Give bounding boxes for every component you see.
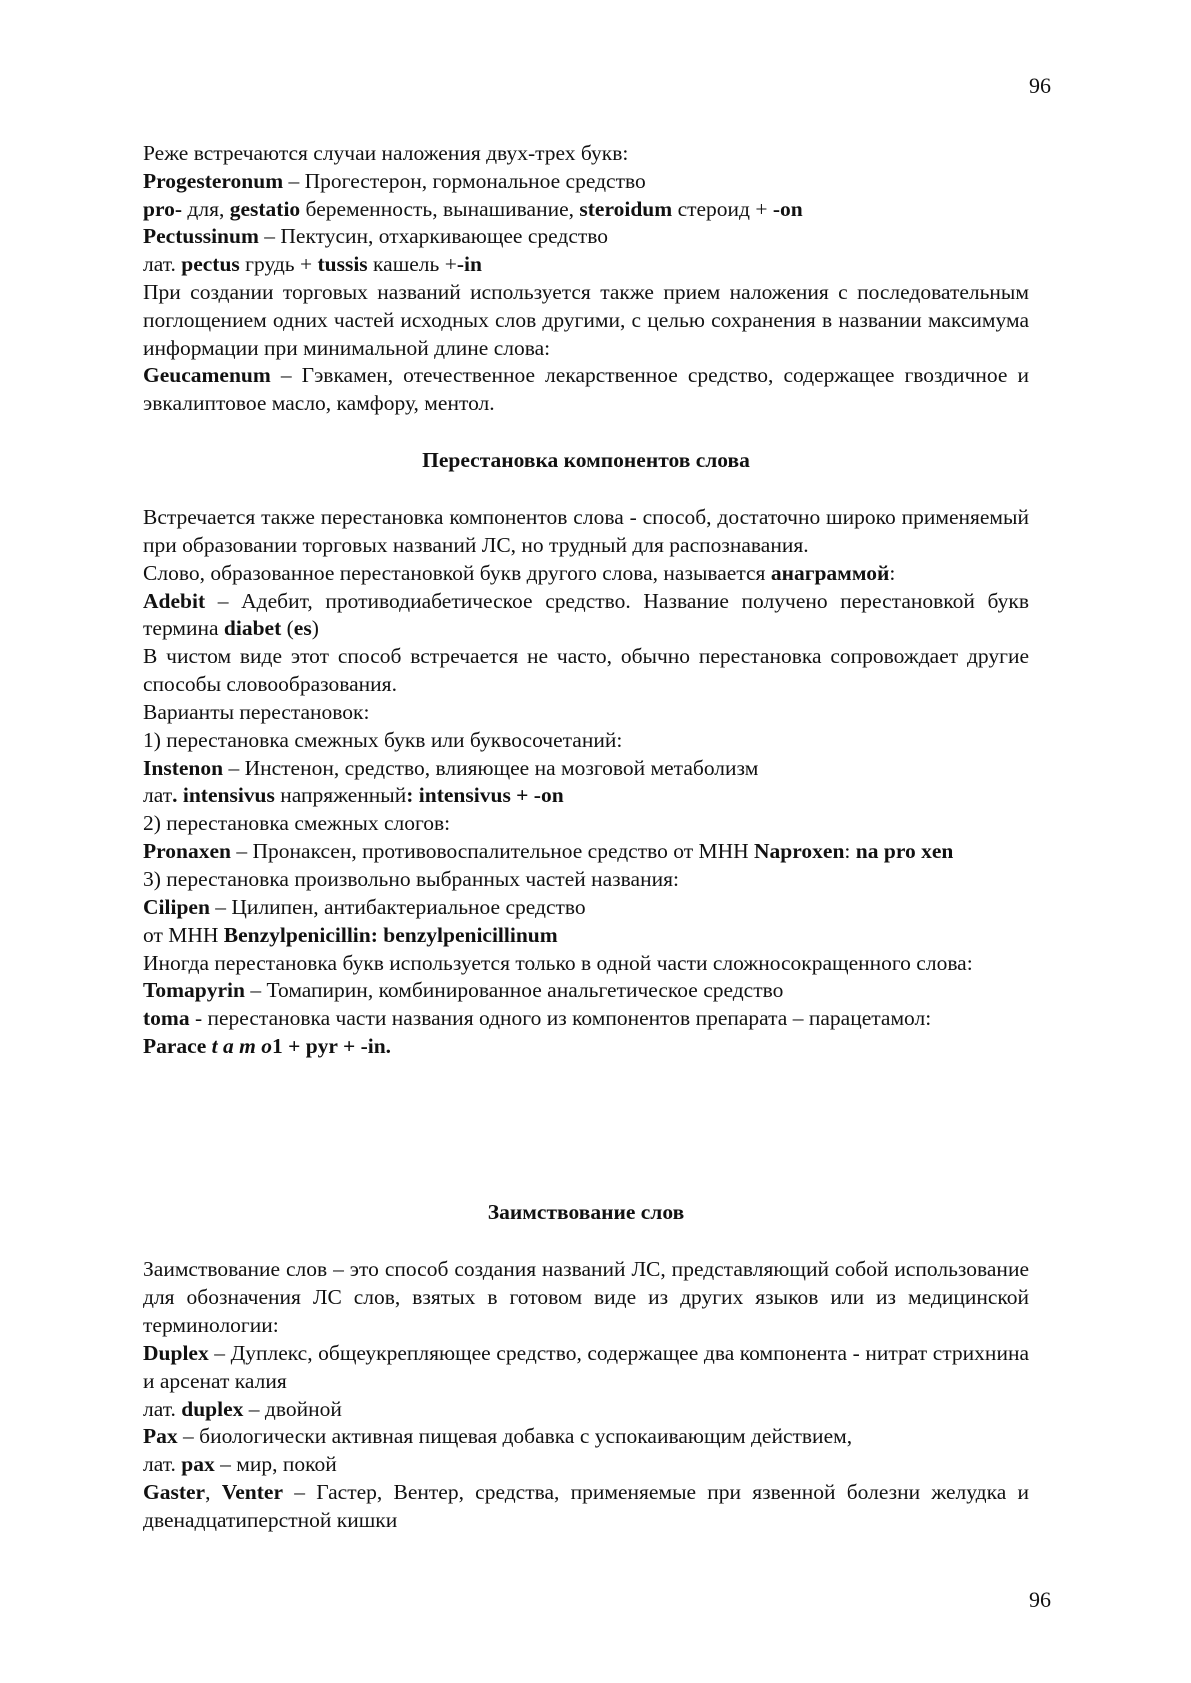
text: – Прогестерон, гормональное средство bbox=[283, 168, 646, 193]
term-bold: tussis bbox=[317, 252, 368, 277]
section-heading: Перестановка компонентов слова bbox=[422, 448, 750, 472]
term-bold: Naproxen bbox=[754, 839, 845, 864]
etymology-line bbox=[143, 1005, 1029, 1033]
etymology-line bbox=[143, 251, 1029, 279]
example-line bbox=[143, 755, 1029, 783]
paragraph: Заимствование слов – это способ создания названий ЛС, представляющий собой использование для обозначения ЛС слов, взятых в готовом виде из других языков или из медицинской терминологии: bbox=[143, 1257, 1029, 1337]
term-bold: diabet bbox=[223, 616, 282, 641]
term-bold: gestatio bbox=[229, 196, 301, 221]
text: – Инстенон, средство, влияющее на мозговой метаболизм bbox=[223, 755, 759, 780]
example-line bbox=[143, 1423, 1029, 1451]
term-bold: Progesteronum bbox=[143, 168, 284, 193]
term-bold: Adebit bbox=[143, 588, 206, 613]
text: – Гастер, Вентер, средства, применяемые при язвенной болезни желудка и двенадцатиперстной кишки bbox=[143, 1480, 1029, 1533]
text: напряженный bbox=[274, 783, 407, 808]
example-line bbox=[143, 838, 1029, 866]
term-bold: -in bbox=[456, 252, 482, 277]
text: лат bbox=[143, 783, 173, 808]
term-bold: Instenon bbox=[143, 755, 224, 780]
term-bold: toma bbox=[143, 1006, 190, 1031]
term-bold: : intensivus + -on bbox=[406, 783, 564, 808]
term-bold: Duplex bbox=[143, 1340, 209, 1365]
term-bold: duplex bbox=[181, 1396, 244, 1421]
example-line bbox=[143, 588, 1029, 644]
example-line bbox=[143, 1479, 1029, 1535]
list-item: 1) перестановка смежных букв или буквосочетаний: bbox=[143, 727, 623, 752]
term-bold: Pectussinum bbox=[143, 224, 259, 249]
term-bold: -on bbox=[772, 196, 803, 221]
example-line bbox=[143, 223, 1029, 251]
section-overlap bbox=[143, 140, 1029, 418]
text: кашель + bbox=[367, 252, 457, 277]
text: – Томапирин, комбинированное анальгетическое средство bbox=[244, 978, 784, 1003]
text: – мир, покой bbox=[214, 1452, 337, 1477]
text: – Цилипен, антибактериальное средство bbox=[209, 894, 586, 919]
text: , bbox=[205, 1480, 222, 1505]
text: беременность, вынашивание, bbox=[300, 196, 580, 221]
text: лат. bbox=[143, 1396, 182, 1421]
list-item: 3) перестановка произвольно выбранных частей названия: bbox=[143, 866, 679, 891]
text: от МНН bbox=[143, 922, 224, 947]
paragraph: Встречается также перестановка компонентов слова - способ, достаточно широко применяемый при образовании торговых названий ЛС, но трудный для распознавания. bbox=[143, 505, 1029, 557]
text: ) bbox=[311, 616, 319, 641]
paragraph: Иногда перестановка букв используется только в одной части сложносокращенного слова: bbox=[143, 950, 973, 975]
term-bold-italic: t a m o bbox=[211, 1034, 272, 1059]
term-bold: 1 + pyr + -in. bbox=[271, 1034, 392, 1059]
etymology-line bbox=[143, 922, 1029, 950]
text: : bbox=[889, 560, 896, 585]
text: для, bbox=[182, 196, 230, 221]
term-bold: . intensivus bbox=[172, 783, 275, 808]
text: – Дуплекс, общеукрепляющее средство, содержащее два компонента - нитрат стрихнина и арсенат калия bbox=[143, 1340, 1029, 1393]
example-line bbox=[143, 362, 1029, 418]
term-bold: Venter bbox=[221, 1480, 284, 1505]
paragraph: Варианты перестановок: bbox=[143, 699, 370, 724]
etymology-line bbox=[143, 782, 1029, 810]
example-line bbox=[143, 977, 1029, 1005]
paragraph: В чистом виде этот способ встречается не часто, обычно перестановка сопровождает другие способы словообразования. bbox=[143, 644, 1029, 697]
text: стероид + bbox=[672, 196, 773, 221]
etymology-line bbox=[143, 196, 1029, 224]
page-number-bottom: 96 bbox=[1029, 1587, 1051, 1612]
section-heading: Заимствование слов bbox=[487, 1200, 685, 1224]
term-bold: Tomapyrin bbox=[143, 978, 245, 1003]
term-bold: es bbox=[293, 616, 312, 641]
list-item: 2) перестановка смежных слогов: bbox=[143, 811, 451, 836]
text: – Пектусин, отхаркивающее средство bbox=[258, 224, 609, 249]
term-bold: steroidum bbox=[579, 196, 673, 221]
term-bold: Pax bbox=[143, 1424, 178, 1449]
text: лат. bbox=[143, 1452, 182, 1477]
term-bold: Parace bbox=[143, 1034, 212, 1059]
paragraph: При создании торговых названий используется также прием наложения с последовательным поглощением одних частей исходных слов другими, с целью сохранения в названии максимума информации при минимальной длине слова: bbox=[143, 279, 1029, 360]
term-bold: Geucamenum bbox=[143, 363, 271, 388]
term-bold: pax bbox=[181, 1452, 215, 1477]
text: – Пронаксен, противовоспалительное средство от МНН bbox=[231, 839, 755, 864]
section-borrowing bbox=[143, 1256, 1029, 1535]
term-bold: pectus bbox=[181, 252, 240, 277]
text: : bbox=[844, 839, 856, 864]
term-bold: Benzylpenicillin: benzylpenicillinum bbox=[223, 922, 558, 947]
formula-line bbox=[143, 1033, 1029, 1061]
section-permutation bbox=[143, 504, 1029, 1061]
term-bold: Pronaxen bbox=[143, 839, 231, 864]
term-bold: Gaster bbox=[143, 1480, 206, 1505]
text: лат. bbox=[143, 252, 182, 277]
text: – Гэвкамен, отечественное лекарственное средство, содержащее гвоздичное и эвкалиптовое масло, камфору, ментол. bbox=[143, 363, 1029, 416]
text: - перестановка части названия одного из компонентов препарата – парацетамол: bbox=[189, 1006, 932, 1031]
text: Слово, образованное перестановкой букв другого слова, называется bbox=[143, 560, 771, 585]
etymology-line bbox=[143, 1451, 1029, 1479]
paragraph: Реже встречаются случаи наложения двух-трех букв: bbox=[143, 141, 629, 165]
example-line bbox=[143, 894, 1029, 922]
text: – Адебит, противодиабетическое средство. Название получено перестановкой букв термина bbox=[143, 588, 1029, 641]
example-line bbox=[143, 1340, 1029, 1396]
text: ( bbox=[281, 616, 294, 641]
term-bold: Cilipen bbox=[143, 894, 210, 919]
text: – биологически активная пищевая добавка с успокаивающим действием, bbox=[177, 1424, 853, 1449]
text: грудь + bbox=[239, 252, 318, 277]
text: – двойной bbox=[243, 1396, 342, 1421]
paragraph bbox=[143, 560, 1029, 588]
term-bold: анаграммой bbox=[770, 560, 890, 585]
term-bold: na pro xen bbox=[855, 839, 954, 864]
etymology-line bbox=[143, 1396, 1029, 1424]
page-number-top: 96 bbox=[1029, 73, 1051, 98]
term-bold: pro- bbox=[143, 196, 183, 221]
example-line bbox=[143, 168, 1029, 196]
